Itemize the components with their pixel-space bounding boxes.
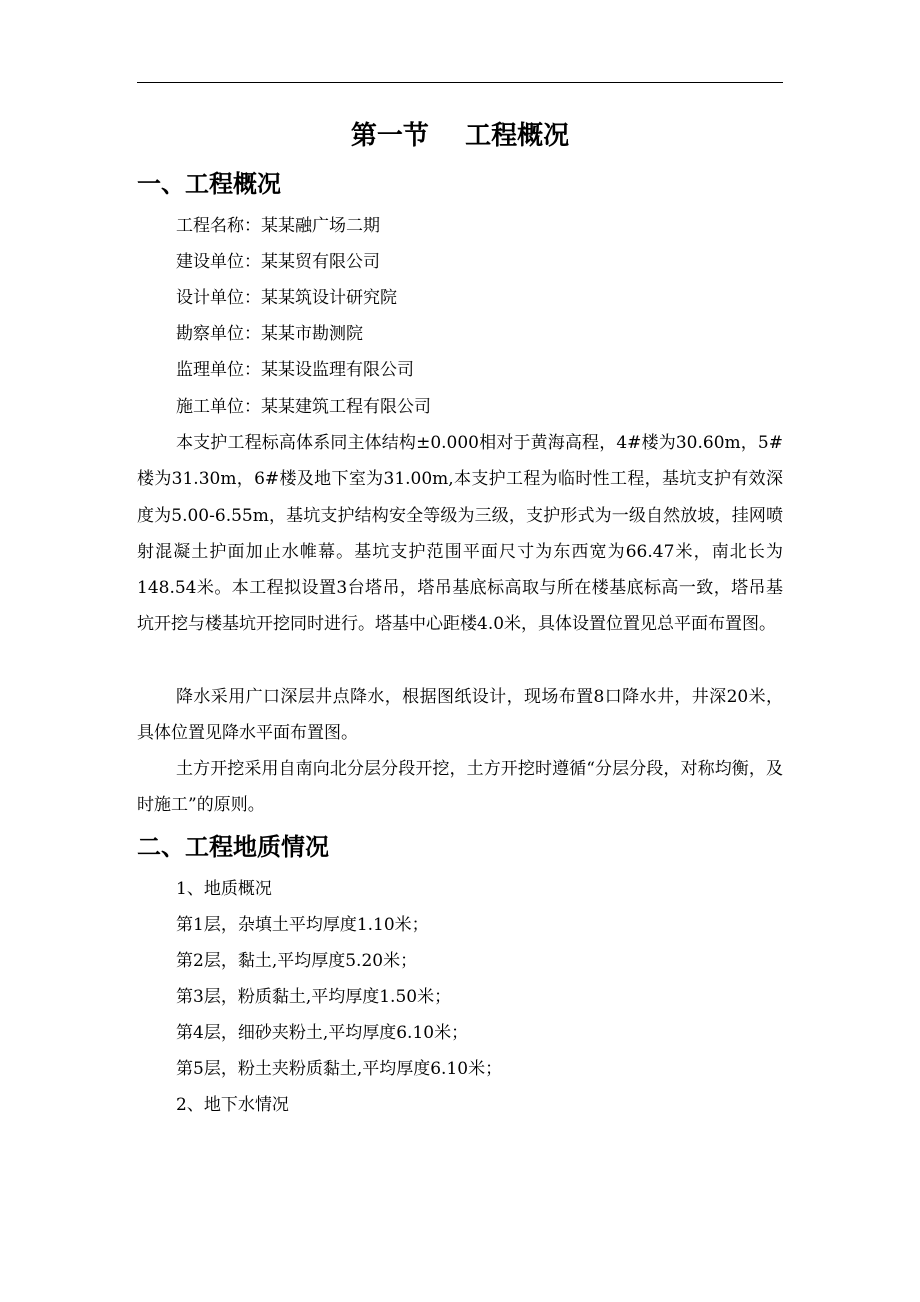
info-supervisor: 监理单位：某某设监理有限公司 bbox=[176, 360, 414, 380]
paragraph-earthwork: 土方开挖采用自南向北分层分段开挖，土方开挖时遵循“分层分段，对称均衡，及时施工”的原则。 bbox=[137, 759, 783, 816]
geology-layer: 第5层，粉土夹粉质黏土,平均厚度6.10米； bbox=[176, 1059, 503, 1079]
info-developer: 建设单位：某某贸有限公司 bbox=[176, 252, 380, 272]
info-project-name: 工程名称：某某融广场二期 bbox=[176, 216, 380, 236]
geology-layer: 第4层，细砂夹粉土,平均厚度6.10米； bbox=[176, 1023, 469, 1043]
info-designer: 设计单位：某某筑设计研究院 bbox=[176, 288, 397, 308]
section-title: 第一节 工程概况 bbox=[350, 121, 570, 151]
info-contractor: 施工单位：某某建筑工程有限公司 bbox=[176, 397, 431, 417]
geology-layer: 第3层，粉质黏土,平均厚度1.50米； bbox=[176, 987, 452, 1007]
heading-geology: 二、工程地质情况 bbox=[137, 833, 329, 861]
subheading-groundwater: 2、地下水情况 bbox=[176, 1095, 289, 1115]
geology-layer: 第2层，黏土,平均厚度5.20米； bbox=[176, 951, 418, 971]
paragraph-support-structure: 本支护工程标高体系同主体结构±0.000相对于黄海高程，4#楼为30.60m，5#楼为31.30m，6#楼及地下室为31.00m,本支护工程为临时性工程，基坑支护有效深度为5.00-6.55m，基坑支护结构安全等级为三级，支护形式为一级自然放坡，挂网喷射混凝土护面加止水帷幕。基坑支护范围平面尺寸为东西宽为66.47米，南北长为148.54米。本工程拟设置3台塔吊，塔吊基底标高取与所在楼基底标高一致，塔吊基坑开挖与楼基坑开挖同时进行。塔基中心距楼4.0米，具体设置位置见总平面布置图。 bbox=[137, 433, 783, 635]
subheading-geology-overview: 1、地质概况 bbox=[176, 879, 272, 899]
geology-layer: 第1层，杂填土平均厚度1.10米； bbox=[176, 915, 429, 935]
header-rule bbox=[137, 82, 783, 83]
paragraph-dewatering: 降水采用广口深层井点降水，根据图纸设计，现场布置8口降水井，井深20米，具体位置见降水平面布置图。 bbox=[137, 687, 783, 744]
info-surveyor: 勘察单位：某某市勘测院 bbox=[176, 324, 363, 344]
heading-project-overview: 一、工程概况 bbox=[137, 170, 281, 198]
